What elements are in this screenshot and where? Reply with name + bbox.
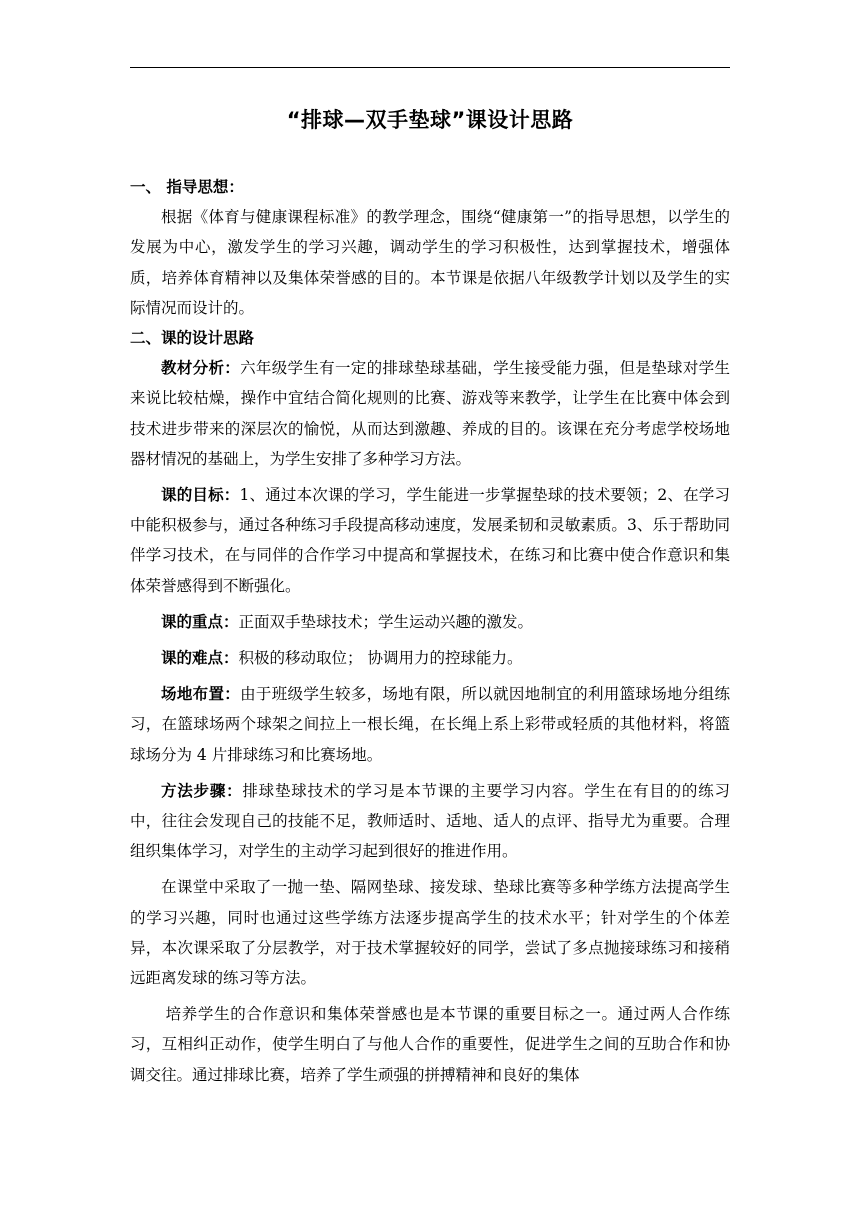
header-rule	[130, 67, 730, 68]
label-key-points: 课的重点：	[161, 612, 239, 631]
text-key-points: 正面双手垫球技术；学生运动兴趣的激发。	[238, 612, 534, 631]
paragraph-cooperation: 培养学生的合作意识和集体荣誉感也是本节课的重要目标之一。通过两人合作练习，互相纠正动作，使学生明白了与他人合作的重要性，促进学生之间的互助合作和协调交往。通过排球比赛，培养了学生顽强的拼搏精神和良好的集体	[130, 1005, 730, 1084]
paragraph-difficulties	[130, 643, 730, 673]
text-method: 排球垫球技术的学习是本节课的主要学习内容。学生在有目的的练习中，往往会发现自己的技能不足，教师适时、适地、适人的点评、指导尤为重要。合理组织集体学习，对学生的主动学习起到很好的推进作用。	[130, 781, 730, 861]
label-difficulties: 课的难点：	[161, 649, 239, 668]
text-venue: 由于班级学生较多，场地有限，所以就因地制宜的利用篮球场地分组练习，在篮球场两个球架之间拉上一根长绳，在长绳上系上彩带或轻质的其他材料，将篮球场分为 4 片排球练习和比赛场地。	[130, 685, 730, 764]
text-difficulties: 积极的移动取位； 协调用力的控球能力。	[238, 649, 523, 668]
section-heading-design-ideas: 二、课的设计思路	[130, 329, 255, 348]
text-materials: 六年级学生有一定的排球垫球基础，学生接受能力强，但是垫球对学生来说比较枯燥，操作中宜结合简化规则的比赛、游戏等来教学，让学生在比赛中体会到技术进步带来的深层次的愉悦，从而达到激趣、养成的目的。该课在充分考虑学校场地器材情况的基础上，为学生安排了多种学习方法。	[130, 359, 730, 468]
paragraph-guiding-ideology: 根据《体育与健康课程标准》的教学理念，围绕“健康第一”的指导思想，以学生的发展为中心，激发学生的学习兴趣，调动学生的学习积极性，达到掌握技术，增强体质，培养体育精神以及集体荣誉感的目的。本节课是依据八年级教学计划以及学生的实际情况而设计的。	[130, 208, 730, 317]
paragraph-venue	[130, 679, 730, 770]
label-venue: 场地布置：	[161, 685, 241, 704]
document-body	[130, 172, 730, 1090]
label-method: 方法步骤：	[161, 781, 243, 800]
paragraph-classroom: 在课堂中采取了一抛一垫、隔网垫球、接发球、垫球比赛等多种学练方法提高学生的学习兴趣，同时也通过这些学练方法逐步提高学生的技术水平；针对学生的个体差异，本次课采取了分层教学，对于技术掌握较好的同学，尝试了多点抛接球练习和接稍远距离发球的练习等方法。	[130, 878, 730, 988]
text-goals: 1、通过本次课的学习，学生能进一步掌握垫球的技术要领；2、在学习中能积极参与，通过各种练习手段提高移动速度，发展柔韧和灵敏素质。3、乐于帮助同伴学习技术，在与同伴的合作学习中提高和掌握技术，在练习和比赛中使合作意识和集体荣誉感得到不断强化。	[130, 486, 730, 595]
paragraph-method	[130, 776, 730, 867]
paragraph-goals	[130, 480, 730, 601]
paragraph-materials	[130, 353, 730, 474]
label-goals: 课的目标：	[161, 486, 240, 505]
page-title: “排球—双手垫球”课设计思路	[286, 108, 574, 132]
section-heading-guiding-ideology: 一、 指导思想：	[130, 178, 244, 196]
label-materials: 教材分析：	[161, 359, 241, 378]
paragraph-key-points	[130, 607, 730, 637]
